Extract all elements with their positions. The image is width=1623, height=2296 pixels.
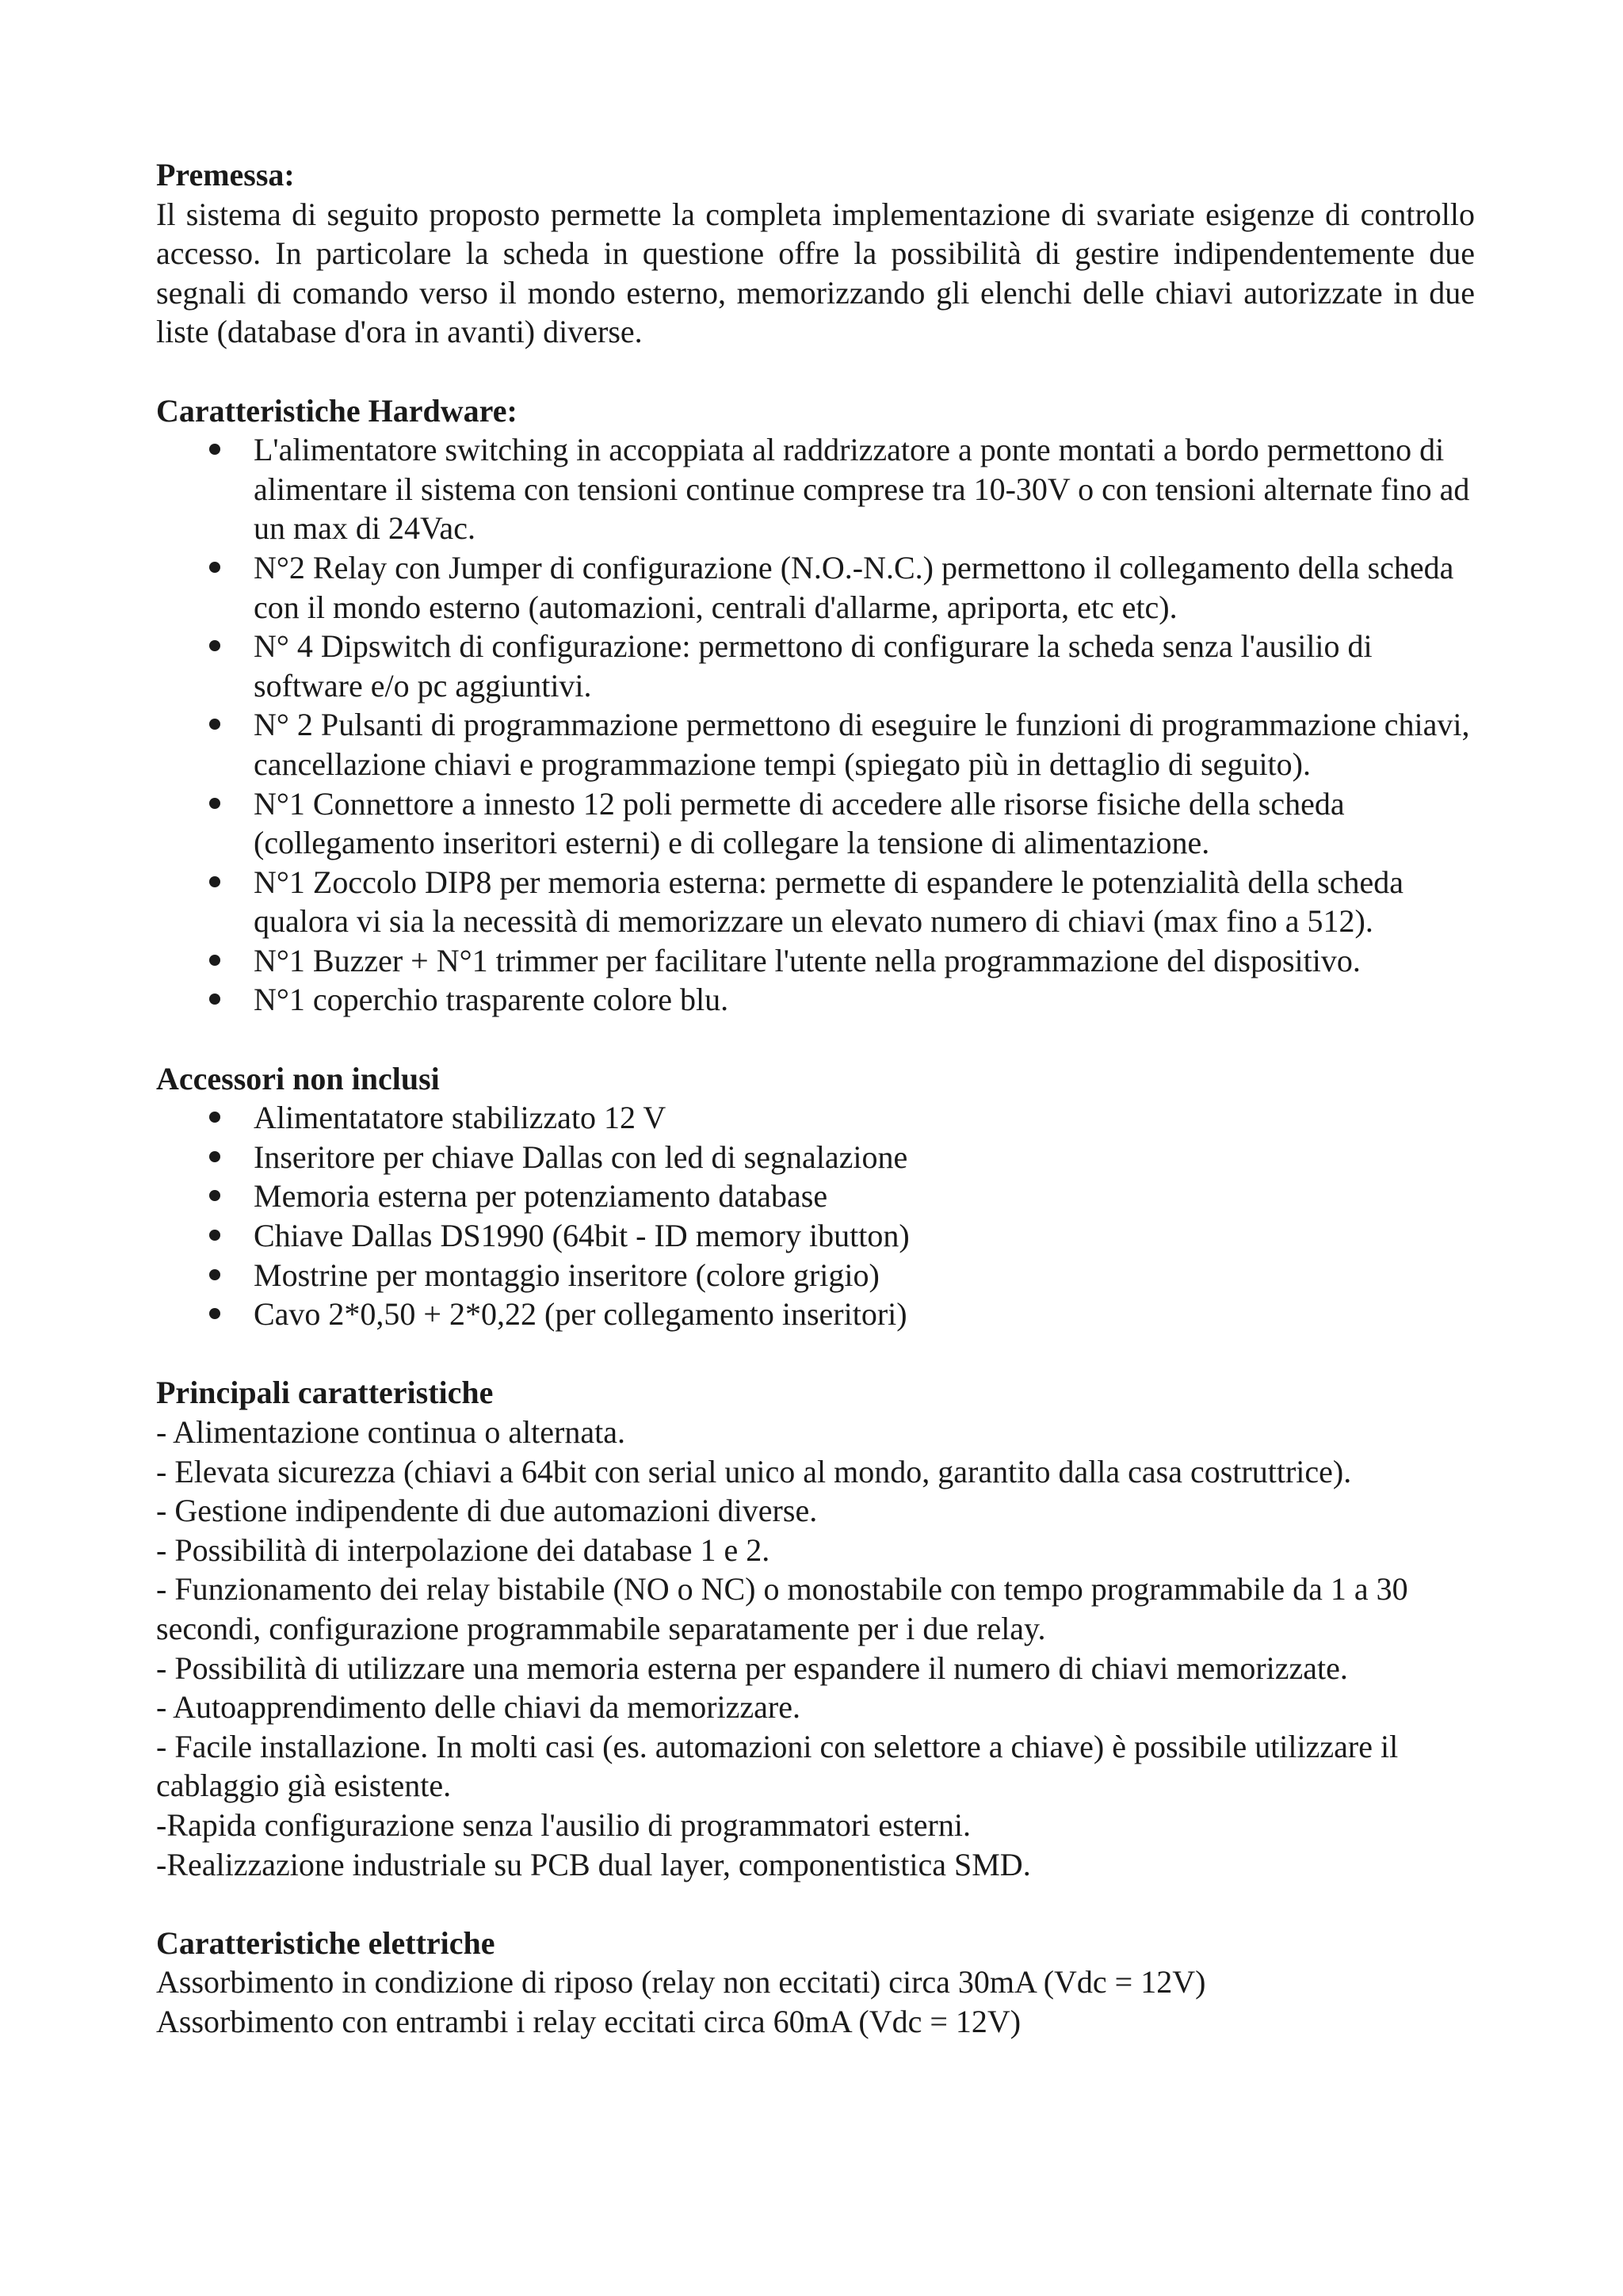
list-item: N°1 Connettore a innesto 12 poli permette di accedere alle risorse fisiche della scheda (collegamento inseritori esterni) e di collegare la tensione di alimentazione.	[254, 784, 1475, 863]
section-elettriche	[156, 1924, 1475, 2042]
feature-line: - Facile installazione. In molti casi (es. automazioni con selettore a chiave) è possibile utilizzare il cablaggio già esistente.	[156, 1728, 1399, 1804]
bullet-icon	[209, 955, 220, 966]
list-item: N°1 coperchio trasparente colore blu.	[254, 980, 1475, 1020]
list-item: Inseritore per chiave Dallas con led di segnalazione	[254, 1138, 1475, 1177]
bullet-icon	[209, 562, 220, 573]
list-item: Alimentatatore stabilizzato 12 V	[254, 1098, 1475, 1138]
section-premessa	[156, 155, 1475, 352]
bullet-icon	[209, 444, 220, 455]
bullet-icon	[209, 994, 220, 1005]
paragraph-premessa: Il sistema di seguito proposto permette la completa implementazione di svariate esigenze di controllo accesso. In particolare la scheda in questione offre la possibilità di gestire indipendentemente due segnali di comando verso il mondo esterno, memorizzando gli elenchi delle chiavi autorizzate in due liste (database d'ora in avanti) diverse.	[156, 196, 1475, 350]
section-hardware	[156, 391, 1475, 1020]
bullet-icon	[209, 1308, 220, 1319]
heading-principali: Principali caratteristiche	[156, 1375, 494, 1411]
list-item: N°2 Relay con Jumper di configurazione (N.O.-N.C.) permettono il collegamento della scheda con il mondo esterno (automazioni, centrali d'allarme, apriporta, etc etc).	[254, 548, 1475, 627]
bullet-icon	[209, 1230, 220, 1241]
bullet-icon	[209, 640, 220, 651]
list-item: Cavo 2*0,50 + 2*0,22 (per collegamento inseritori)	[254, 1295, 1475, 1334]
electrical-line: Assorbimento in condizione di riposo (relay non eccitati) circa 30mA (Vdc = 12V)	[156, 1964, 1206, 2000]
list-item: N°1 Zoccolo DIP8 per memoria esterna: permette di espandere le potenzialità della scheda qualora vi sia la necessità di memorizzare un elevato numero di chiavi (max fino a 512).	[254, 863, 1475, 941]
feature-line: -Rapida configurazione senza l'ausilio di programmatori esterni.	[156, 1806, 971, 1843]
document-page	[156, 155, 1475, 2042]
feature-line: - Autoapprendimento delle chiavi da memorizzare.	[156, 1689, 801, 1726]
electrical-line: Assorbimento con entrambi i relay eccitati circa 60mA (Vdc = 12V)	[156, 2003, 1022, 2039]
feature-line: - Alimentazione continua o alternata.	[156, 1414, 625, 1450]
hardware-list	[156, 430, 1475, 1020]
section-accessori	[156, 1059, 1475, 1334]
feature-line: - Funzionamento dei relay bistabile (NO o NC) o monostabile con tempo programmabile da 1 a 30 secondi, configurazione programmabile separatamente per i due relay.	[156, 1571, 1408, 1646]
heading-hardware: Caratteristiche Hardware:	[156, 392, 517, 429]
feature-line: - Elevata sicurezza (chiavi a 64bit con serial unico al mondo, garantito dalla casa costruttrice).	[156, 1453, 1352, 1489]
heading-elettriche: Caratteristiche elettriche	[156, 1924, 495, 1961]
bullet-icon	[209, 1190, 220, 1201]
bullet-icon	[209, 798, 220, 809]
list-item: N° 2 Pulsanti di programmazione permettono di eseguire le funzioni di programmazione chiavi, cancellazione chiavi e programmazione tempi (spiegato più in dettaglio di seguito).	[254, 705, 1475, 784]
list-item: N° 4 Dipswitch di configurazione: permettono di configurare la scheda senza l'ausilio di software e/o pc aggiuntivi.	[254, 627, 1475, 705]
heading-accessori: Accessori non inclusi	[156, 1060, 440, 1097]
bullet-icon	[209, 1112, 220, 1123]
bullet-icon	[209, 1151, 220, 1162]
list-item: Chiave Dallas DS1990 (64bit - ID memory ibutton)	[254, 1216, 1475, 1256]
list-item: N°1 Buzzer + N°1 trimmer per facilitare l'utente nella programmazione del dispositivo.	[254, 941, 1475, 981]
list-item: Memoria esterna per potenziamento database	[254, 1177, 1475, 1216]
section-principali	[156, 1373, 1475, 1884]
feature-line: - Possibilità di interpolazione dei database 1 e 2.	[156, 1531, 770, 1568]
feature-line: -Realizzazione industriale su PCB dual layer, componentistica SMD.	[156, 1846, 1031, 1882]
bullet-icon	[209, 876, 220, 887]
heading-premessa: Premessa:	[156, 157, 295, 193]
feature-line: - Gestione indipendente di due automazioni diverse.	[156, 1493, 818, 1529]
accessori-list	[156, 1098, 1475, 1334]
bullet-icon	[209, 1269, 220, 1280]
list-item: L'alimentatore switching in accoppiata al raddrizzatore a ponte montati a bordo permettono di alimentare il sistema con tensioni continue comprese tra 10-30V o con tensioni alternate fino ad un max di 24Vac.	[254, 430, 1475, 548]
list-item: Mostrine per montaggio inseritore (colore grigio)	[254, 1256, 1475, 1295]
feature-line: - Possibilità di utilizzare una memoria esterna per espandere il numero di chiavi memorizzate.	[156, 1650, 1348, 1686]
bullet-icon	[209, 719, 220, 730]
